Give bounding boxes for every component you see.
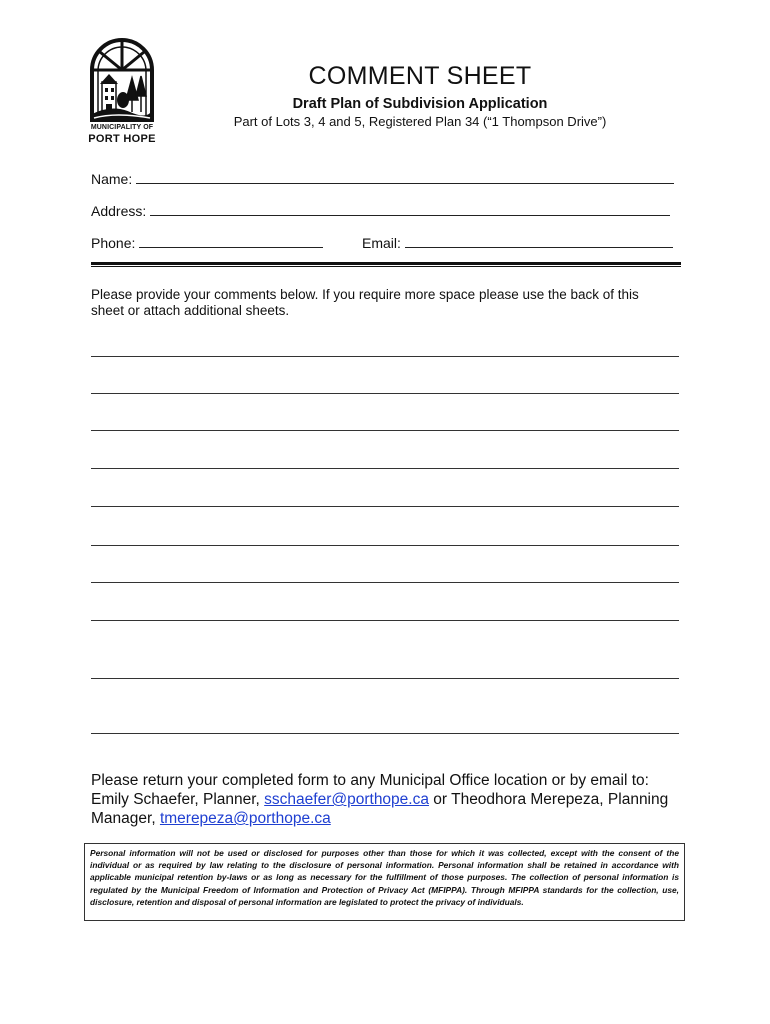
page-subtitle: Draft Plan of Subdivision Application bbox=[292, 96, 548, 112]
schaefer-email-link[interactable]: sschaefer@porthope.ca bbox=[264, 791, 429, 808]
address-input-line[interactable] bbox=[150, 201, 670, 216]
name-label: Name: bbox=[91, 171, 133, 187]
logo-line-2: PORT HOPE bbox=[88, 133, 156, 145]
comment-line[interactable] bbox=[91, 678, 679, 679]
name-input-line[interactable] bbox=[136, 169, 674, 184]
return-instructions bbox=[91, 771, 691, 828]
comment-line[interactable] bbox=[91, 506, 679, 507]
email-field bbox=[362, 233, 673, 251]
email-label: Email: bbox=[362, 235, 401, 251]
application-description: Part of Lots 3, 4 and 5, Registered Plan 34 (“1 Thompson Drive”) bbox=[233, 114, 607, 129]
return-text-2: or Theodhora Merepeza, Planning Manager, bbox=[91, 791, 669, 827]
phone-label: Phone: bbox=[91, 235, 136, 251]
email-input-line[interactable] bbox=[405, 233, 673, 248]
municipality-logo bbox=[86, 34, 158, 148]
section-divider bbox=[91, 262, 681, 267]
privacy-notice: Personal information will not be used or disclosed for purposes other than those for which it was collected, except with the consent of the individual or as required by law relating to the disclosure of personal information. Personal information shall be retained in accordance with applicable municipal retention by-laws or as long as necessary for the fulfillment of those purposes. The collection of personal information is regulated by the Municipal Freedom of Information and Protection of Privacy Act (MFIPPA). Through MFIPPA standards for the collection, use, disclosure, retention and disposal of personal information are legislated to protect the privacy of individuals. bbox=[84, 843, 685, 921]
address-field bbox=[91, 201, 670, 219]
return-text-1: Please return your completed form to any Municipal Office location or by email to: Emily Schaefer, Planner, bbox=[91, 772, 649, 808]
comment-line[interactable] bbox=[91, 545, 679, 546]
logo-line-1: MUNICIPALITY OF bbox=[90, 124, 154, 131]
comment-line[interactable] bbox=[91, 468, 679, 469]
phone-input-line[interactable] bbox=[139, 233, 323, 248]
port-hope-emblem-icon bbox=[86, 34, 158, 124]
comment-line[interactable] bbox=[91, 356, 679, 357]
comment-line[interactable] bbox=[91, 393, 679, 394]
address-label: Address: bbox=[91, 203, 147, 219]
comment-instructions: Please provide your comments below. If you require more space please use the back of this sheet or attach additional sheets. bbox=[91, 287, 639, 318]
page-title: COMMENT SHEET bbox=[308, 62, 532, 90]
comment-line[interactable] bbox=[91, 620, 679, 621]
comment-line[interactable] bbox=[91, 733, 679, 734]
phone-field bbox=[91, 233, 323, 251]
comment-line[interactable] bbox=[91, 430, 679, 431]
name-field bbox=[91, 169, 674, 187]
merepeza-email-link[interactable]: tmerepeza@porthope.ca bbox=[159, 810, 331, 827]
comment-line[interactable] bbox=[91, 582, 679, 583]
